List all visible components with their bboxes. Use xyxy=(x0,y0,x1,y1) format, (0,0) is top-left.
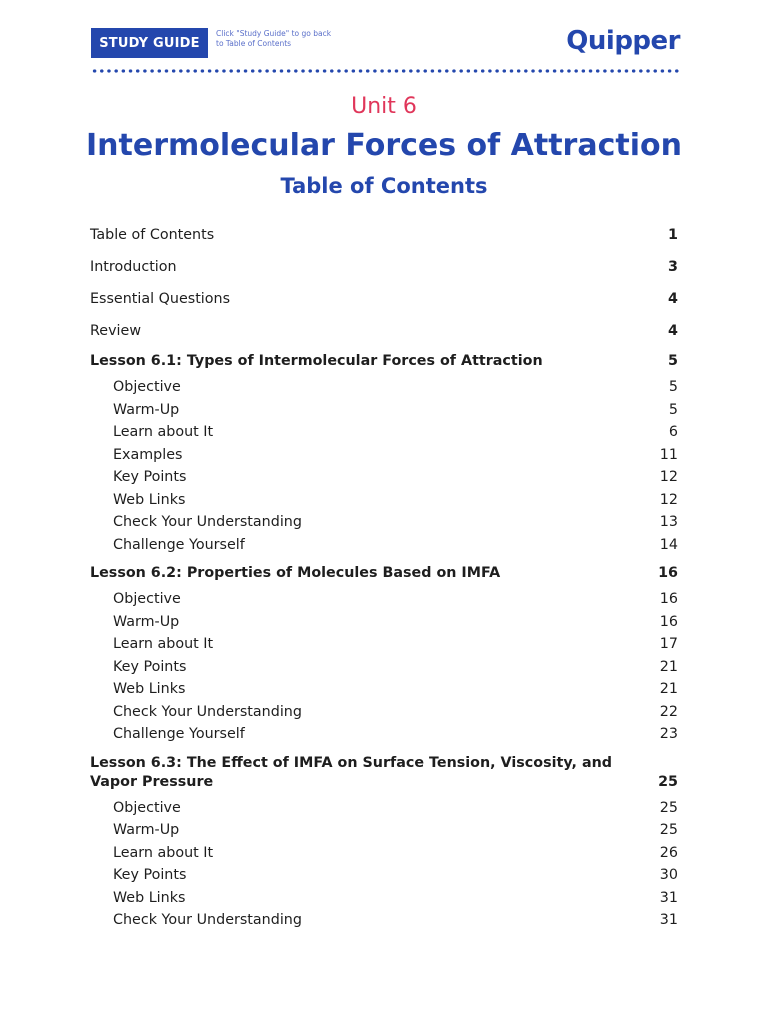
toc-entry-page: 12 xyxy=(659,491,678,508)
toc-entry-page: 13 xyxy=(659,514,678,530)
toc-entry-page: 6 xyxy=(668,424,678,440)
toc-lesson-subitems xyxy=(90,376,678,556)
table-of-contents xyxy=(90,224,678,940)
toc-entry-page: 3 xyxy=(668,259,678,275)
quipper-logo: Quipper xyxy=(566,26,680,56)
toc-subentry[interactable] xyxy=(90,842,678,865)
toc-subentry[interactable] xyxy=(90,444,678,467)
toc-entry-page: 4 xyxy=(668,291,678,307)
toc-entry[interactable] xyxy=(90,288,678,311)
toc-lesson-subitems xyxy=(90,797,678,932)
toc-subentry[interactable] xyxy=(90,797,678,820)
toc-entry-page: 26 xyxy=(659,844,678,861)
toc-subentry[interactable] xyxy=(90,511,678,534)
toc-entry-label: Objective xyxy=(113,799,181,816)
toc-entry-page: 14 xyxy=(659,536,678,553)
toc-subentry[interactable] xyxy=(90,421,678,444)
toc-entry-label: Objective xyxy=(113,591,181,607)
toc-entry-label: Web Links xyxy=(113,491,186,508)
toc-entry-label: Lesson 6.1: Types of Intermolecular Forces of Attraction xyxy=(90,353,543,369)
toc-entry-page: 21 xyxy=(659,658,678,675)
toc-entry-page: 23 xyxy=(659,726,678,742)
toc-subentry[interactable] xyxy=(90,399,678,422)
toc-entry-page: 11 xyxy=(659,446,678,463)
toc-lesson-entry[interactable] xyxy=(90,564,678,583)
toc-entry-page: 16 xyxy=(659,613,678,630)
toc-entry-label: Review xyxy=(90,323,142,339)
page-title: Intermolecular Forces of Attraction xyxy=(86,128,682,163)
toc-entry-label: Essential Questions xyxy=(90,291,231,307)
toc-entry-label: Web Links xyxy=(113,889,186,906)
toc-entry-page: 17 xyxy=(659,636,678,652)
toc-subentry[interactable] xyxy=(90,864,678,887)
toc-entry-page: 21 xyxy=(659,681,678,697)
toc-entry[interactable] xyxy=(90,224,678,247)
toc-entry-page: 25 xyxy=(659,799,678,816)
toc-entry-label: Learn about It xyxy=(113,636,214,652)
toc-subentry[interactable] xyxy=(90,723,678,746)
toc-entry-label: Warm-Up xyxy=(113,613,180,630)
toc-subentry[interactable] xyxy=(90,376,678,399)
toc-entry-label: Warm-Up xyxy=(113,401,180,418)
title-block xyxy=(0,92,768,200)
toc-entry[interactable] xyxy=(90,320,678,343)
toc-entry-page: 30 xyxy=(659,867,678,883)
toc-entry-label: Check Your Understanding xyxy=(113,703,302,720)
toc-subentry[interactable] xyxy=(90,887,678,910)
toc-entry-label: Learn about It xyxy=(113,844,214,861)
toc-subentry[interactable] xyxy=(90,656,678,679)
toc-subentry[interactable] xyxy=(90,819,678,842)
toc-entry-label: Key Points xyxy=(113,867,187,883)
toc-entry-label: Web Links xyxy=(113,681,186,697)
toc-subentry[interactable] xyxy=(90,534,678,557)
toc-lesson-entry[interactable] xyxy=(90,352,678,371)
toc-subentry[interactable] xyxy=(90,611,678,634)
unit-label: Unit 6 xyxy=(351,94,417,119)
toc-entry-page: 16 xyxy=(658,565,678,581)
toc-lesson-entry[interactable] xyxy=(90,754,678,792)
toc-entry-page: 12 xyxy=(659,469,678,485)
toc-subentry[interactable] xyxy=(90,909,678,932)
toc-subentry[interactable] xyxy=(90,588,678,611)
toc-entry-page: 25 xyxy=(659,822,678,838)
toc-entry-label: Lesson 6.2: Properties of Molecules Based on IMFA xyxy=(90,565,501,581)
toc-entry-label: Objective xyxy=(113,379,181,395)
toc-entry-page: 5 xyxy=(668,401,678,418)
toc-entry-page: 1 xyxy=(668,227,678,243)
toc-heading: Table of Contents xyxy=(280,174,488,198)
toc-entry-label: Challenge Yourself xyxy=(113,536,245,553)
toc-entry-page: 5 xyxy=(668,353,678,369)
toc-subentry[interactable] xyxy=(90,678,678,701)
toc-entry[interactable] xyxy=(90,256,678,279)
toc-entry-label: Challenge Yourself xyxy=(113,726,245,742)
toc-entry-page: 22 xyxy=(659,703,678,720)
toc-entry-label: Lesson 6.3: The Effect of IMFA on Surface Tension, Viscosity, and Vapor Pressure xyxy=(90,754,613,790)
toc-entry-label: Check Your Understanding xyxy=(113,912,302,928)
toc-entry-label: Warm-Up xyxy=(113,822,180,838)
toc-entry-label: Learn about It xyxy=(113,424,214,440)
toc-entry-label: Check Your Understanding xyxy=(113,514,302,530)
toc-lesson-subitems xyxy=(90,588,678,746)
toc-entry-page: 31 xyxy=(659,889,678,906)
toc-subentry[interactable] xyxy=(90,466,678,489)
study-guide-hint: Click "Study Guide" to go back to Table of Contents xyxy=(216,29,332,48)
toc-entry-label: Introduction xyxy=(90,259,177,275)
dotted-divider xyxy=(91,69,680,73)
toc-entry-label: Examples xyxy=(113,446,183,463)
toc-entry-page: 5 xyxy=(668,379,678,395)
page-header xyxy=(0,0,768,80)
toc-subentry[interactable] xyxy=(90,633,678,656)
toc-entry-page: 4 xyxy=(668,323,678,339)
toc-entry-label: Table of Contents xyxy=(90,227,215,243)
toc-subentry[interactable] xyxy=(90,701,678,724)
study-guide-button[interactable]: STUDY GUIDE xyxy=(91,28,208,58)
toc-entry-label: Key Points xyxy=(113,469,187,485)
toc-entry-page: 16 xyxy=(659,591,678,607)
toc-subentry[interactable] xyxy=(90,489,678,512)
toc-entry-label: Key Points xyxy=(113,658,187,675)
toc-entry-page: 31 xyxy=(659,912,678,928)
toc-entry-page: 25 xyxy=(658,773,678,790)
